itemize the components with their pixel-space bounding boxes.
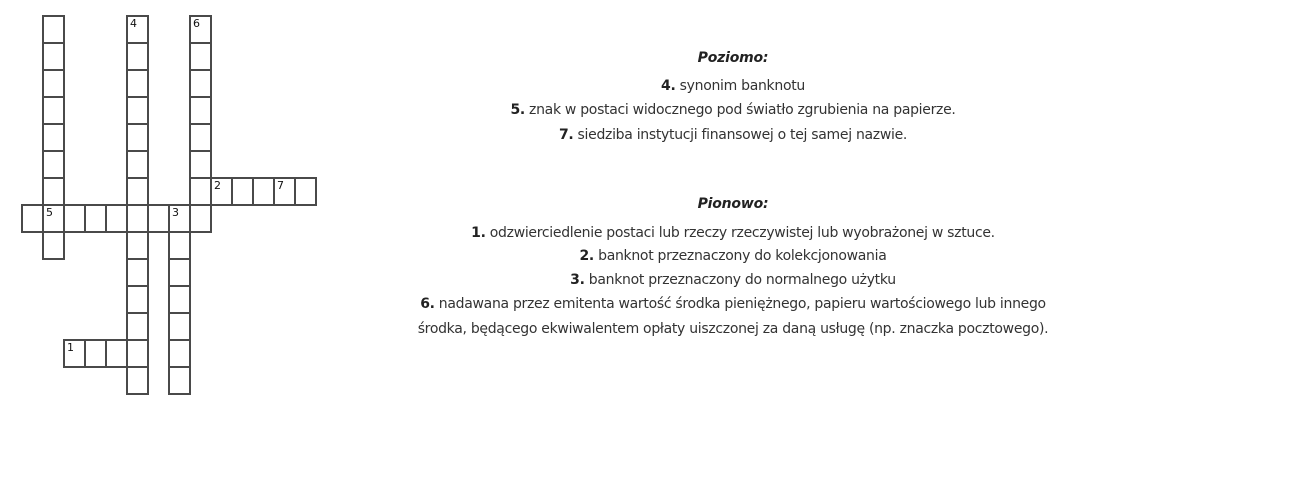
crossword-cell[interactable] xyxy=(126,69,149,98)
down-title: Pionowo: xyxy=(697,196,769,212)
clue-across-4 xyxy=(380,77,1086,95)
clue-down-3 xyxy=(380,271,1086,289)
crossword-cell[interactable] xyxy=(168,285,191,314)
crossword-cell[interactable] xyxy=(126,312,149,341)
crossword-cell[interactable] xyxy=(126,15,149,44)
crossword-cell[interactable] xyxy=(168,339,191,368)
clue-number: 4. xyxy=(661,78,676,94)
crossword-cell[interactable] xyxy=(126,42,149,71)
crossword-cell[interactable] xyxy=(42,231,65,260)
cell-number: 6 xyxy=(193,17,200,30)
crossword-cell[interactable] xyxy=(105,339,128,368)
clue-text: synonim banknotu xyxy=(675,78,805,94)
crossword-cell[interactable] xyxy=(168,258,191,287)
crossword-cell[interactable] xyxy=(42,15,65,44)
clue-number: 3. xyxy=(570,272,585,288)
crossword-grid xyxy=(0,0,340,400)
clue-text: znak w postaci widocznego pod światło zgrubienia na papierze. xyxy=(524,102,956,118)
crossword-cell[interactable] xyxy=(126,285,149,314)
crossword-cell[interactable] xyxy=(189,15,212,44)
crossword-cell[interactable] xyxy=(42,123,65,152)
crossword-cell[interactable] xyxy=(273,177,296,206)
crossword-cell[interactable] xyxy=(210,177,233,206)
clue-number: 6. xyxy=(420,296,435,312)
crossword-cell[interactable] xyxy=(84,339,107,368)
cell-number: 2 xyxy=(214,179,221,192)
crossword-cell[interactable] xyxy=(42,69,65,98)
clue-text: banknot przeznaczony do kolekcjonowania xyxy=(593,248,887,264)
clue-down-6 xyxy=(380,295,1086,313)
clue-down-6-continued xyxy=(380,320,1086,338)
crossword-cell[interactable] xyxy=(189,123,212,152)
crossword-cell[interactable] xyxy=(252,177,275,206)
clue-number: 7. xyxy=(558,127,574,143)
crossword-cell[interactable] xyxy=(63,339,86,368)
across-title: Poziomo: xyxy=(697,50,769,66)
clue-number: 5. xyxy=(510,102,525,118)
crossword-cell[interactable] xyxy=(21,204,44,233)
clue-down-1 xyxy=(380,224,1086,242)
cell-number: 5 xyxy=(46,206,53,219)
crossword-cell[interactable] xyxy=(126,123,149,152)
crossword-cell[interactable] xyxy=(126,258,149,287)
crossword-cell[interactable] xyxy=(126,96,149,125)
cell-number: 1 xyxy=(67,341,74,354)
crossword-cell[interactable] xyxy=(168,312,191,341)
crossword-cell[interactable] xyxy=(147,204,170,233)
crossword-cell[interactable] xyxy=(168,366,191,395)
crossword-cell[interactable] xyxy=(42,177,65,206)
cell-number: 4 xyxy=(130,17,137,30)
crossword-cell[interactable] xyxy=(126,231,149,260)
crossword-cell[interactable] xyxy=(126,177,149,206)
crossword-cell[interactable] xyxy=(189,96,212,125)
crossword-cell[interactable] xyxy=(84,204,107,233)
clue-text: środka, będącego ekwiwalentem opłaty uiszczonej za daną usługę (np. znaczka pocztowego). xyxy=(417,321,1049,337)
crossword-cell[interactable] xyxy=(189,204,212,233)
clue-across-7 xyxy=(380,126,1086,144)
crossword-cell[interactable] xyxy=(42,42,65,71)
crossword-cell[interactable] xyxy=(231,177,254,206)
cell-number: 3 xyxy=(172,206,179,219)
crossword-cell[interactable] xyxy=(63,204,86,233)
clue-text: nadawana przez emitenta wartość środka pieniężnego, papieru wartościowego lub innego xyxy=(434,296,1046,312)
crossword-cell[interactable] xyxy=(42,96,65,125)
crossword-cell[interactable] xyxy=(126,150,149,179)
clue-number: 1. xyxy=(471,225,486,241)
crossword-cell[interactable] xyxy=(126,204,149,233)
clue-down-2 xyxy=(380,247,1086,265)
crossword-cell[interactable] xyxy=(42,150,65,179)
crossword-cell[interactable] xyxy=(42,204,65,233)
clue-text: siedziba instytucji finansowej o tej samej nazwie. xyxy=(573,127,908,143)
crossword-cell[interactable] xyxy=(189,150,212,179)
clue-across-5 xyxy=(380,101,1086,119)
crossword-cell[interactable] xyxy=(189,42,212,71)
crossword-cell[interactable] xyxy=(168,231,191,260)
crossword-cell[interactable] xyxy=(126,339,149,368)
crossword-cell[interactable] xyxy=(105,204,128,233)
clue-number: 2. xyxy=(579,248,594,264)
crossword-cell[interactable] xyxy=(189,177,212,206)
crossword-cell[interactable] xyxy=(189,69,212,98)
cell-number: 7 xyxy=(277,179,284,192)
clue-text: banknot przeznaczony do normalnego użytku xyxy=(584,272,896,288)
crossword-cell[interactable] xyxy=(168,204,191,233)
crossword-cell[interactable] xyxy=(294,177,317,206)
crossword-cell[interactable] xyxy=(126,366,149,395)
clue-text: odzwierciedlenie postaci lub rzeczy rzeczywistej lub wyobrażonej w sztuce. xyxy=(485,225,995,241)
